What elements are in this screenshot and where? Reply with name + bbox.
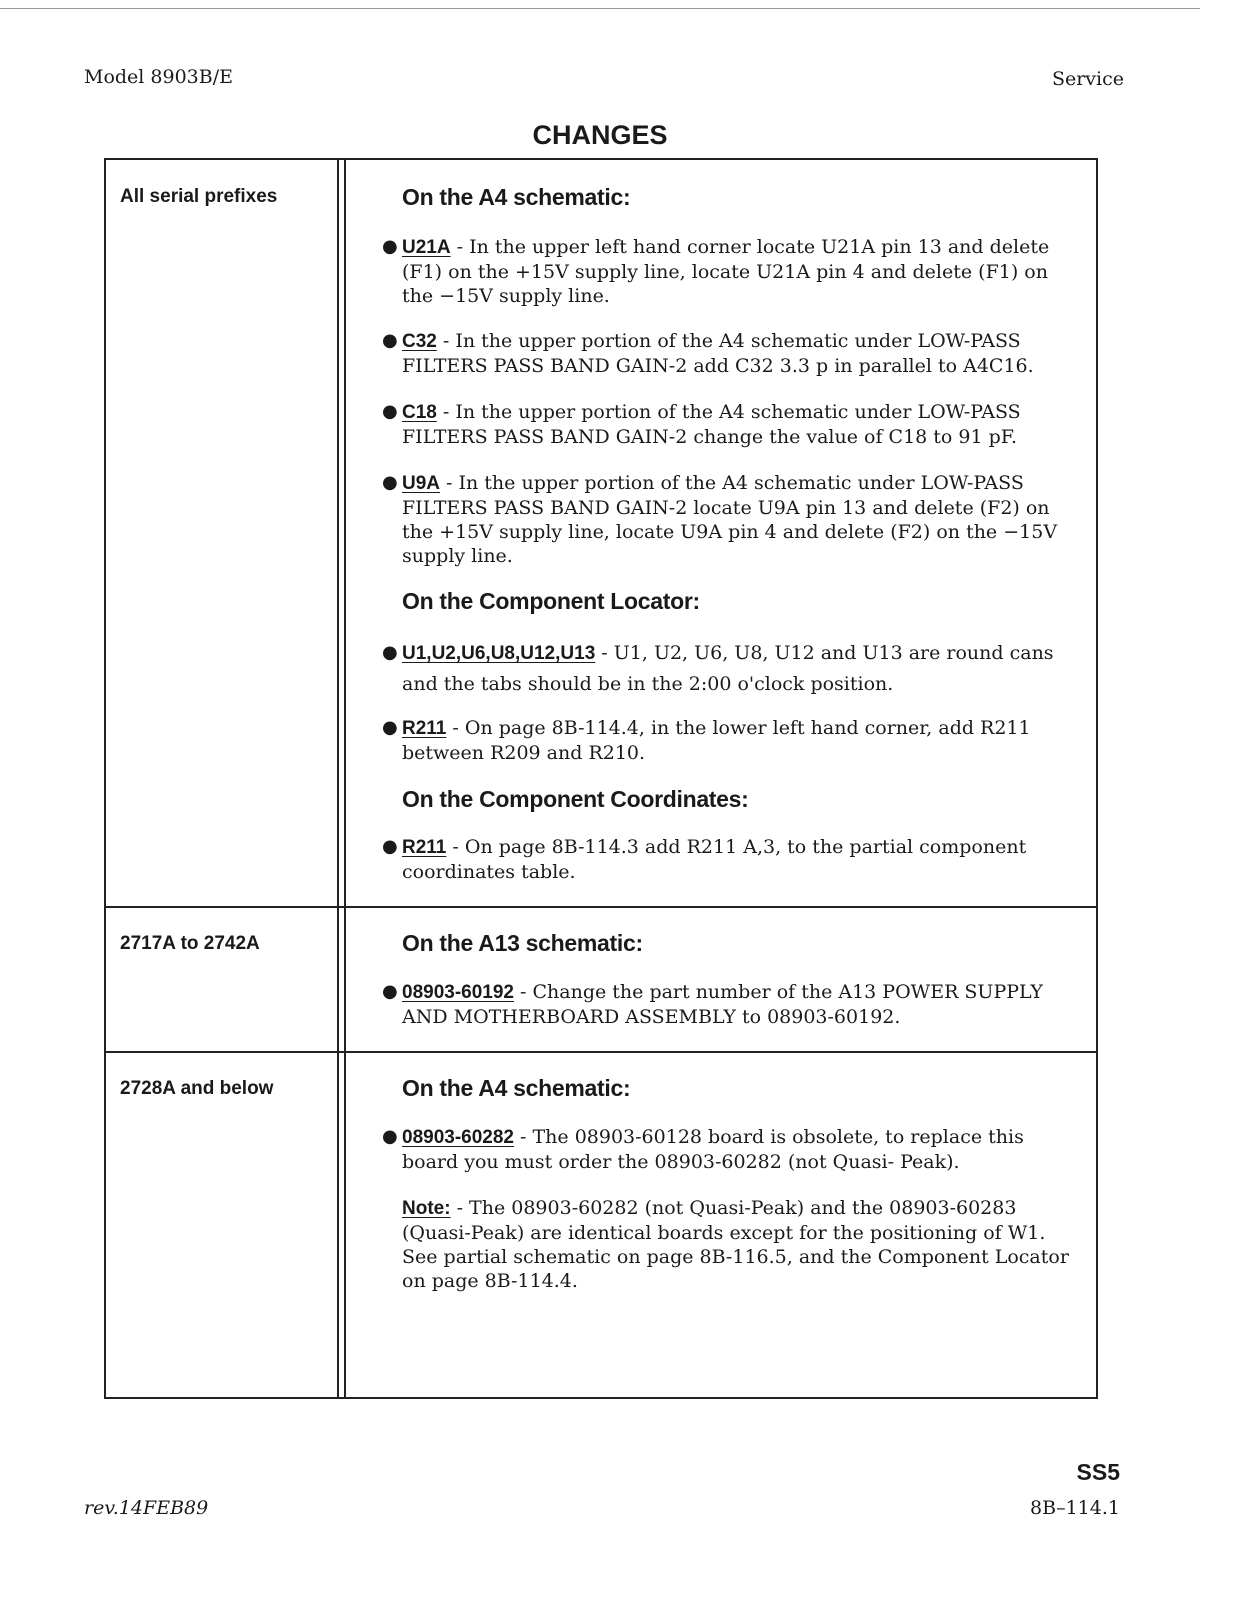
change-key: C32 (402, 331, 437, 352)
bullet-icon: ● (382, 981, 398, 1002)
serial-prefix: All serial prefixes (120, 186, 278, 207)
change-key: U9A (402, 473, 441, 494)
change-item (382, 235, 1082, 308)
change-text: - U1, U2, U6, U8, U12 and U13 are round cans and the tabs should be in the 2:00 o'clock position. (402, 642, 1054, 695)
change-item (382, 980, 1082, 1029)
bullet-icon: ● (382, 1126, 398, 1147)
top-rule (0, 8, 1200, 9)
note-text: - The 08903-60282 (not Quasi-Peak) and the 08903-60283 (Quasi-Peak) are identical boards except for the positioning of W1. See partial schematic on page 8B-116.5, and the Component Locator on page 8B-114.4. (402, 1197, 1069, 1292)
revision-label: rev.14FEB89 (84, 1497, 209, 1519)
change-key: U21A (402, 237, 451, 258)
column-divider (344, 160, 346, 1397)
change-text: - The 08903-60128 board is obsolete, to replace this board you must order the 08903-60282 (not Quasi- Peak). (402, 1126, 1024, 1173)
change-item (382, 638, 1082, 699)
bullet-icon: ● (382, 472, 398, 493)
change-item (382, 1125, 1082, 1174)
row-divider (106, 1051, 1096, 1053)
change-text: - In the upper left hand corner locate U21A pin 13 and delete (F1) on the +15V supply line, locate U21A pin 4 and delete (F1) on the −15V supply line. (402, 236, 1050, 307)
note-item (382, 1196, 1082, 1293)
change-key: R211 (402, 837, 447, 858)
section-heading: On the A4 schematic: (402, 1075, 631, 1101)
row-divider (106, 906, 1096, 908)
bullet-icon: ● (382, 236, 398, 257)
changes-table (104, 158, 1098, 1399)
change-key: R211 (402, 718, 447, 739)
note-key: Note: (402, 1198, 451, 1219)
bullet-icon: ● (382, 330, 398, 351)
change-item (382, 400, 1082, 449)
serial-prefix: 2728A and below (120, 1078, 274, 1099)
section-heading: On the A13 schematic: (402, 930, 643, 956)
change-key: 08903-60282 (402, 1127, 514, 1148)
change-text: - In the upper portion of the A4 schematic under LOW-PASS FILTERS PASS BAND GAIN-2 change the value of C18 to 91 pF. (402, 401, 1021, 448)
page-code: SS5 (1076, 1459, 1120, 1485)
section-heading: On the A4 schematic: (402, 184, 631, 210)
change-item (382, 471, 1082, 568)
change-text: - Change the part number of the A13 POWER SUPPLY AND MOTHERBOARD ASSEMBLY to 08903-60192. (402, 981, 1043, 1028)
change-key: 08903-60192 (402, 982, 514, 1003)
section-header: Service (1051, 68, 1124, 90)
change-text: - In the upper portion of the A4 schematic under LOW-PASS FILTERS PASS BAND GAIN-2 locate U9A pin 13 and delete (F2) on the +15V supply line, locate U9A pin 4 and delete (F2) on the −15V supply line. (402, 472, 1058, 567)
serial-prefix: 2717A to 2742A (120, 933, 260, 954)
change-item (382, 835, 1082, 884)
section-heading: On the Component Coordinates: (402, 786, 749, 812)
change-key: C18 (402, 402, 437, 423)
bullet-icon: ● (382, 836, 398, 857)
change-text: - On page 8B-114.3 add R211 A,3, to the partial component coordinates table. (402, 836, 1027, 883)
column-divider (337, 160, 339, 1397)
model-header: Model 8903B/E (84, 66, 234, 88)
change-text: - On page 8B-114.4, in the lower left hand corner, add R211 between R209 and R210. (402, 717, 1031, 764)
change-item (382, 329, 1082, 378)
bullet-icon: ● (382, 642, 398, 663)
bullet-icon: ● (382, 717, 398, 738)
change-item (382, 716, 1082, 765)
bullet-icon: ● (382, 401, 398, 422)
page-number: 8B–114.1 (1030, 1497, 1120, 1519)
change-text: - In the upper portion of the A4 schematic under LOW-PASS FILTERS PASS BAND GAIN-2 add C32 3.3 p in parallel to A4C16. (402, 330, 1034, 377)
page-title: CHANGES (532, 120, 668, 150)
change-key: U1,U2,U6,U8,U12,U13 (402, 643, 596, 664)
section-heading: On the Component Locator: (402, 588, 700, 614)
